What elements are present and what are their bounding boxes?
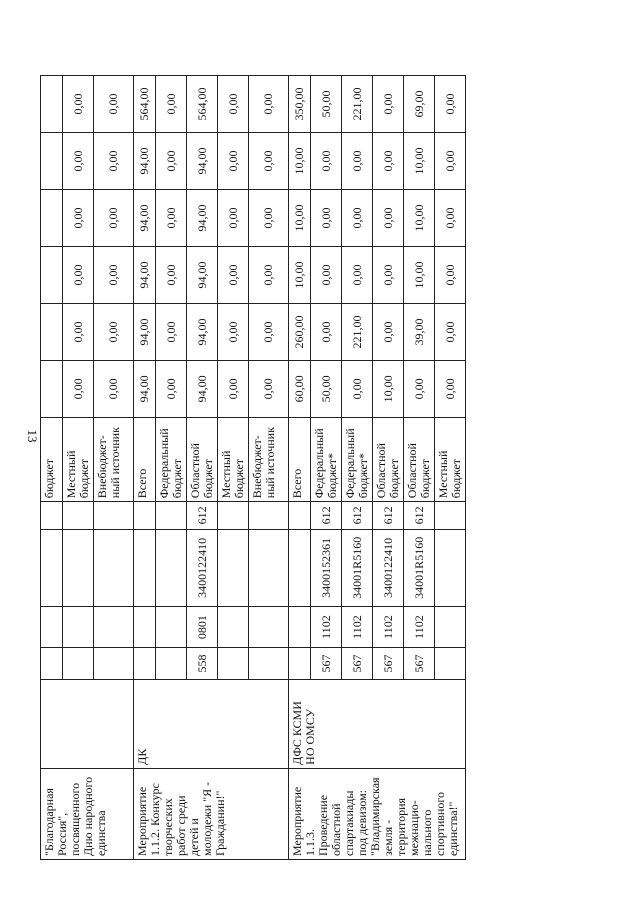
amount-cell: 0,00 — [435, 303, 466, 360]
vr-cell — [63, 502, 94, 529]
vr-cell — [94, 502, 134, 529]
amount-cell: 94,00 — [134, 133, 156, 190]
amount-cell: 0,00 — [342, 133, 373, 190]
funding-source-cell: Местный бюджет — [218, 417, 249, 501]
amount-cell: 0,00 — [94, 247, 134, 304]
grbs-cell — [249, 648, 289, 680]
grbs-cell — [435, 648, 466, 680]
amount-cell: 0,00 — [63, 76, 94, 133]
amount-cell: 0,00 — [249, 303, 289, 360]
csr-cell — [218, 529, 249, 606]
grbs-cell: 567 — [311, 648, 342, 680]
vr-cell — [218, 502, 249, 529]
amount-cell: 69,00 — [404, 76, 435, 133]
amount-cell: 94,00 — [134, 190, 156, 247]
amount-cell — [41, 360, 63, 417]
amount-cell: 0,00 — [435, 133, 466, 190]
amount-cell: 0,00 — [156, 190, 187, 247]
grbs-cell: 567 — [342, 648, 373, 680]
grbs-cell: 567 — [373, 648, 404, 680]
rzpr-cell: 0801 — [187, 607, 218, 648]
table-row — [134, 76, 156, 860]
amount-cell: 94,00 — [187, 360, 218, 417]
amount-cell: 0,00 — [373, 76, 404, 133]
budget-table-container — [40, 75, 570, 860]
amount-cell: 0,00 — [218, 76, 249, 133]
vr-cell — [41, 502, 63, 529]
csr-cell — [63, 529, 94, 606]
amount-cell: 0,00 — [311, 133, 342, 190]
budget-table — [40, 75, 466, 860]
funding-source-cell: Внебюджет-ный источник — [249, 417, 289, 501]
funding-source-cell: Областной бюджет — [404, 417, 435, 501]
executor-cell: ДК — [134, 679, 289, 768]
csr-cell — [289, 529, 311, 606]
amount-cell: 10,00 — [289, 247, 311, 304]
amount-cell: 350,00 — [289, 76, 311, 133]
rzpr-cell — [134, 607, 156, 648]
rzpr-cell: 1102 — [311, 607, 342, 648]
funding-source-cell: Внебюджет-ный источник — [94, 417, 134, 501]
amount-cell: 0,00 — [156, 247, 187, 304]
amount-cell — [41, 76, 63, 133]
rzpr-cell — [249, 607, 289, 648]
rzpr-cell: 1102 — [404, 607, 435, 648]
funding-source-cell: Областной бюджет — [187, 417, 218, 501]
amount-cell: 0,00 — [94, 190, 134, 247]
amount-cell: 0,00 — [342, 247, 373, 304]
amount-cell: 0,00 — [249, 247, 289, 304]
grbs-cell: 558 — [187, 648, 218, 680]
grbs-cell — [41, 648, 63, 680]
grbs-cell: 567 — [404, 648, 435, 680]
amount-cell: 10,00 — [289, 133, 311, 190]
amount-cell: 0,00 — [94, 303, 134, 360]
grbs-cell — [289, 648, 311, 680]
amount-cell: 0,00 — [311, 190, 342, 247]
funding-source-cell: Областной бюджет — [373, 417, 404, 501]
grbs-cell — [218, 648, 249, 680]
amount-cell: 0,00 — [218, 190, 249, 247]
rzpr-cell — [218, 607, 249, 648]
amount-cell: 94,00 — [187, 247, 218, 304]
funding-source-cell: бюджет — [41, 417, 63, 501]
executor-cell — [41, 679, 134, 768]
rzpr-cell — [94, 607, 134, 648]
amount-cell: 0,00 — [435, 190, 466, 247]
table-row — [41, 76, 63, 860]
amount-cell: 0,00 — [156, 303, 187, 360]
amount-cell: 260,00 — [289, 303, 311, 360]
amount-cell: 0,00 — [311, 247, 342, 304]
amount-cell: 0,00 — [218, 303, 249, 360]
rzpr-cell — [156, 607, 187, 648]
amount-cell: 50,00 — [311, 76, 342, 133]
grbs-cell — [63, 648, 94, 680]
amount-cell: 0,00 — [342, 360, 373, 417]
amount-cell: 10,00 — [404, 190, 435, 247]
amount-cell: 39,00 — [404, 303, 435, 360]
amount-cell: 0,00 — [404, 360, 435, 417]
vr-cell — [156, 502, 187, 529]
measure-name-cell: Мероприятие 1.1.2. Конкурс творческих работ среди детей и молодежи "Я - Гражданин!" — [134, 768, 289, 859]
rzpr-cell — [435, 607, 466, 648]
amount-cell: 0,00 — [435, 76, 466, 133]
csr-cell: 3400122410 — [373, 529, 404, 606]
funding-source-cell: Местный бюджет — [435, 417, 466, 501]
csr-cell: 3400122410 — [187, 529, 218, 606]
amount-cell: 221,00 — [342, 303, 373, 360]
grbs-cell — [134, 648, 156, 680]
rzpr-cell — [289, 607, 311, 648]
amount-cell: 94,00 — [187, 190, 218, 247]
rzpr-cell — [41, 607, 63, 648]
amount-cell: 60,00 — [289, 360, 311, 417]
amount-cell: 0,00 — [249, 76, 289, 133]
amount-cell: 94,00 — [134, 360, 156, 417]
amount-cell: 0,00 — [342, 190, 373, 247]
amount-cell: 0,00 — [373, 303, 404, 360]
csr-cell — [435, 529, 466, 606]
funding-source-cell: Федеральный бюджет — [156, 417, 187, 501]
funding-source-cell: Федеральный бюджет* — [311, 417, 342, 501]
funding-source-cell: Всего — [289, 417, 311, 501]
csr-cell: 34001R5160 — [342, 529, 373, 606]
amount-cell: 94,00 — [134, 303, 156, 360]
amount-cell: 0,00 — [373, 133, 404, 190]
amount-cell: 0,00 — [156, 133, 187, 190]
vr-cell: 612 — [373, 502, 404, 529]
csr-cell — [41, 529, 63, 606]
amount-cell: 0,00 — [156, 76, 187, 133]
csr-cell — [156, 529, 187, 606]
csr-cell: 3400152361 — [311, 529, 342, 606]
amount-cell: 0,00 — [435, 360, 466, 417]
amount-cell: 0,00 — [156, 360, 187, 417]
measure-name-cell: "Благодарная Россия", посвященного Дню народного единства — [41, 768, 134, 859]
amount-cell: 0,00 — [63, 303, 94, 360]
amount-cell: 94,00 — [187, 303, 218, 360]
amount-cell: 221,00 — [342, 76, 373, 133]
amount-cell: 564,00 — [134, 76, 156, 133]
funding-source-cell: Всего — [134, 417, 156, 501]
vr-cell: 612 — [311, 502, 342, 529]
csr-cell — [134, 529, 156, 606]
table-row — [289, 76, 311, 860]
amount-cell: 0,00 — [249, 360, 289, 417]
amount-cell: 0,00 — [218, 133, 249, 190]
amount-cell — [41, 190, 63, 247]
amount-cell: 0,00 — [63, 190, 94, 247]
amount-cell: 0,00 — [311, 303, 342, 360]
vr-cell — [249, 502, 289, 529]
amount-cell: 10,00 — [404, 133, 435, 190]
rzpr-cell: 1102 — [373, 607, 404, 648]
csr-cell — [249, 529, 289, 606]
amount-cell: 0,00 — [373, 247, 404, 304]
vr-cell: 612 — [404, 502, 435, 529]
amount-cell: 10,00 — [373, 360, 404, 417]
vr-cell: 612 — [187, 502, 218, 529]
amount-cell: 10,00 — [289, 190, 311, 247]
csr-cell: 34001R5160 — [404, 529, 435, 606]
amount-cell: 0,00 — [373, 190, 404, 247]
rzpr-cell: 1102 — [342, 607, 373, 648]
vr-cell — [289, 502, 311, 529]
amount-cell: 0,00 — [94, 360, 134, 417]
vr-cell — [435, 502, 466, 529]
page-number: 13 — [25, 429, 40, 443]
amount-cell: 0,00 — [435, 247, 466, 304]
amount-cell: 0,00 — [94, 76, 134, 133]
amount-cell: 0,00 — [218, 360, 249, 417]
amount-cell — [41, 247, 63, 304]
amount-cell: 94,00 — [134, 247, 156, 304]
vr-cell: 612 — [342, 502, 373, 529]
amount-cell — [41, 303, 63, 360]
vr-cell — [134, 502, 156, 529]
measure-name-cell: Мероприятие 1.1.3. Проведение областной спартакиады под девизом: "Владимирская земля - территория межнацио-нального спортивного единства!" — [289, 768, 466, 859]
csr-cell — [94, 529, 134, 606]
funding-source-cell: Местный бюджет — [63, 417, 94, 501]
amount-cell: 0,00 — [63, 133, 94, 190]
amount-cell: 0,00 — [63, 360, 94, 417]
funding-source-cell: Федеральный бюджет* — [342, 417, 373, 501]
amount-cell: 0,00 — [249, 133, 289, 190]
amount-cell — [41, 133, 63, 190]
amount-cell: 0,00 — [218, 247, 249, 304]
amount-cell: 564,00 — [187, 76, 218, 133]
amount-cell: 94,00 — [187, 133, 218, 190]
amount-cell: 0,00 — [249, 190, 289, 247]
amount-cell: 50,00 — [311, 360, 342, 417]
amount-cell: 10,00 — [404, 247, 435, 304]
executor-cell: ДФС КСМИ НО ОМСУ — [289, 679, 466, 768]
grbs-cell — [156, 648, 187, 680]
amount-cell: 0,00 — [63, 247, 94, 304]
grbs-cell — [94, 648, 134, 680]
amount-cell: 0,00 — [94, 133, 134, 190]
rzpr-cell — [63, 607, 94, 648]
